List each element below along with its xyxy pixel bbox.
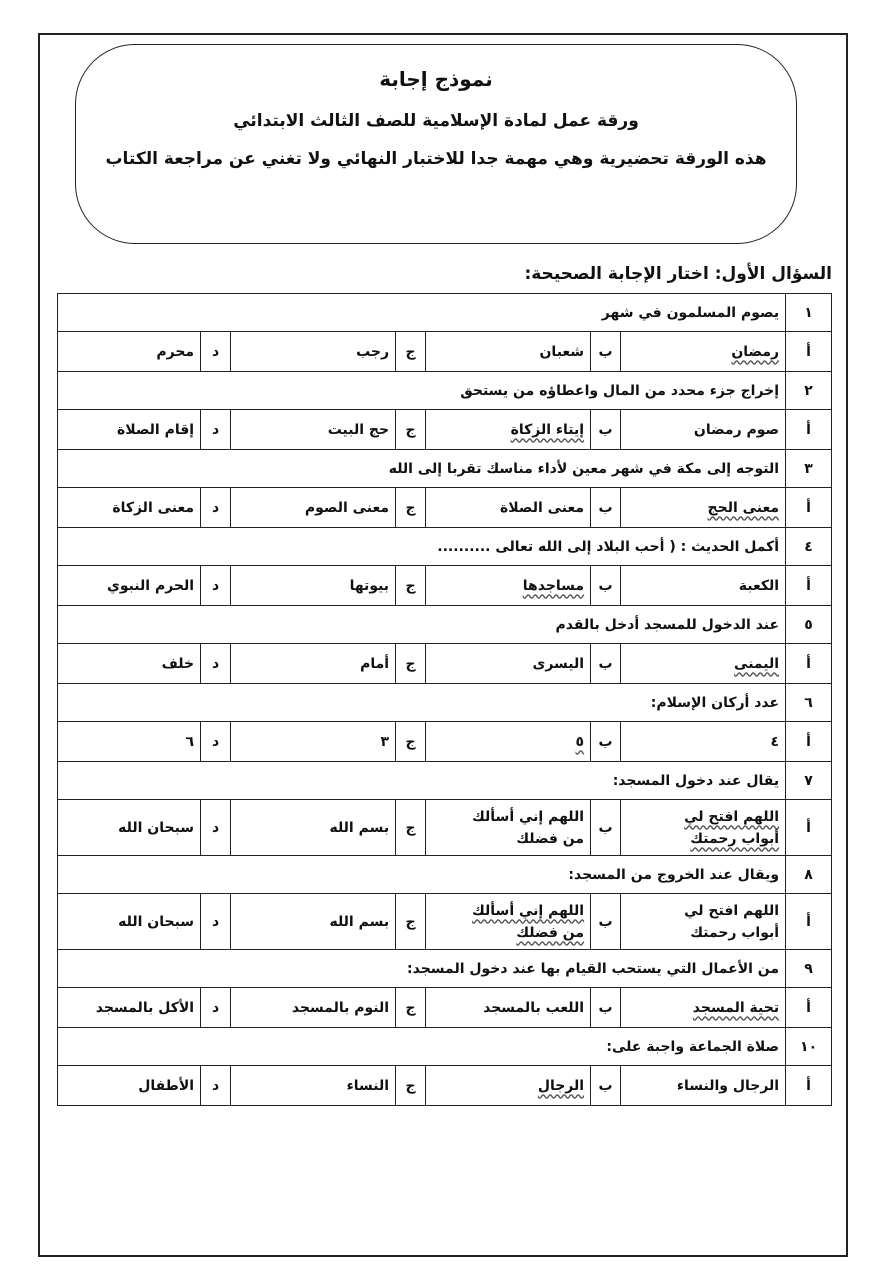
option-letter: ب (591, 988, 621, 1028)
option-text: النساء (346, 1077, 390, 1094)
section-title: السؤال الأول: اختار الإجابة الصحيحة: (524, 264, 832, 284)
option-a (621, 988, 786, 1028)
question-number: ٦ (786, 684, 832, 722)
option-b (426, 1066, 591, 1106)
option-letter: ج (396, 644, 426, 684)
option-a (621, 722, 786, 762)
option-letter: ج (396, 488, 426, 528)
option-letter: أ (786, 644, 832, 684)
option-c (231, 566, 396, 606)
worksheet-subtitle: ورقة عمل لمادة الإسلامية للصف الثالث الابتدائي (233, 111, 639, 131)
option-letter: د (201, 800, 231, 856)
option-text: معنى الصوم (304, 499, 390, 516)
question-text: عند الدخول للمسجد أدخل بالقدم (58, 606, 786, 644)
option-d (58, 988, 201, 1028)
option-a (621, 1066, 786, 1106)
option-b (426, 644, 591, 684)
option-text: معنى الحج (707, 499, 780, 516)
option-letter: أ (786, 894, 832, 950)
option-d (58, 800, 201, 856)
question-text: ويقال عند الخروج من المسجد: (58, 856, 786, 894)
question-text: إخراج جزء محدد من المال واعطاؤه من يستحق (58, 372, 786, 410)
option-text: إقام الصلاة (116, 421, 195, 438)
question-number: ٥ (786, 606, 832, 644)
option-letter: أ (786, 566, 832, 606)
question-text: يصوم المسلمون في شهر (58, 294, 786, 332)
option-letter: د (201, 566, 231, 606)
option-a (621, 644, 786, 684)
option-text: الرجال والنساء (676, 1077, 780, 1094)
option-letter: ب (591, 894, 621, 950)
option-text: ٣ (380, 733, 390, 750)
options-row (58, 894, 832, 950)
option-text: صوم رمضان (693, 421, 780, 438)
options-row (58, 722, 832, 762)
option-letter: أ (786, 988, 832, 1028)
option-letter: د (201, 488, 231, 528)
option-a (621, 410, 786, 450)
option-text: محرم (156, 343, 195, 360)
option-c (231, 800, 396, 856)
options-row (58, 410, 832, 450)
option-text: بيوتها (349, 577, 390, 594)
option-d (58, 332, 201, 372)
question-row (58, 450, 832, 488)
option-letter: ب (591, 800, 621, 856)
option-a (621, 800, 786, 856)
question-row (58, 1028, 832, 1066)
option-b (426, 566, 591, 606)
page-title: نموذج إجابة (379, 67, 493, 91)
options-row (58, 566, 832, 606)
question-number: ٨ (786, 856, 832, 894)
question-number: ٧ (786, 762, 832, 800)
option-b (426, 332, 591, 372)
option-b (426, 410, 591, 450)
option-text: الكعبة (738, 577, 780, 594)
option-c (231, 332, 396, 372)
option-letter: ب (591, 488, 621, 528)
question-text: عدد أركان الإسلام: (58, 684, 786, 722)
question-number: ٤ (786, 528, 832, 566)
option-letter: د (201, 988, 231, 1028)
option-c (231, 1066, 396, 1106)
option-letter: أ (786, 722, 832, 762)
question-text: صلاة الجماعة واجبة على: (58, 1028, 786, 1066)
question-number: ١٠ (786, 1028, 832, 1066)
options-row (58, 488, 832, 528)
options-row (58, 644, 832, 684)
option-text: ٥ (575, 733, 585, 750)
question-number: ٩ (786, 950, 832, 988)
option-text: بسم الله (329, 913, 390, 930)
option-letter: د (201, 410, 231, 450)
question-row (58, 372, 832, 410)
option-text: بسم الله (329, 819, 390, 836)
option-text: معنى الصلاة (500, 499, 585, 516)
option-d (58, 722, 201, 762)
option-text: حج البيت (327, 421, 390, 438)
option-letter: د (201, 1066, 231, 1106)
option-b (426, 800, 591, 856)
option-b (426, 488, 591, 528)
option-text: اللهم إني أسألك من فضلك (472, 902, 585, 941)
questions-table (57, 293, 832, 1106)
option-text: خلف (161, 655, 195, 672)
option-d (58, 894, 201, 950)
option-d (58, 1066, 201, 1106)
question-text: يقال عند دخول المسجد: (58, 762, 786, 800)
question-text: التوجه إلى مكة في شهر معين لأداء مناسك تقربا إلى الله (58, 450, 786, 488)
question-row (58, 684, 832, 722)
options-row (58, 1066, 832, 1106)
option-text: ٤ (770, 733, 780, 750)
option-text: النوم بالمسجد (291, 999, 390, 1016)
question-number: ١ (786, 294, 832, 332)
option-letter: أ (786, 800, 832, 856)
option-letter: ج (396, 722, 426, 762)
option-text: اللهم افتح لي أبواب رحمتك (684, 808, 780, 847)
option-text: رجب (356, 343, 390, 360)
options-row (58, 800, 832, 856)
option-text: اللهم إني أسألك من فضلك (472, 808, 585, 847)
option-letter: ج (396, 800, 426, 856)
option-d (58, 488, 201, 528)
option-letter: ج (396, 1066, 426, 1106)
option-letter: ب (591, 410, 621, 450)
options-row (58, 332, 832, 372)
option-text: مساجدها (522, 577, 585, 594)
option-text: الأكل بالمسجد (95, 999, 195, 1016)
option-c (231, 410, 396, 450)
option-b (426, 894, 591, 950)
option-a (621, 894, 786, 950)
option-letter: ج (396, 410, 426, 450)
option-text: الأطفال (138, 1077, 195, 1094)
option-text: رمضان (731, 343, 780, 360)
option-a (621, 332, 786, 372)
option-text: اليمنى (734, 655, 780, 672)
option-text: معنى الزكاة (112, 499, 195, 516)
option-letter: ج (396, 988, 426, 1028)
question-text: من الأعمال التي يستحب القيام بها عند دخول المسجد: (58, 950, 786, 988)
question-row (58, 950, 832, 988)
option-d (58, 410, 201, 450)
option-letter: ج (396, 566, 426, 606)
option-text: تحية المسجد (692, 999, 780, 1016)
option-letter: أ (786, 332, 832, 372)
option-letter: ب (591, 722, 621, 762)
option-c (231, 894, 396, 950)
option-letter: أ (786, 1066, 832, 1106)
question-row (58, 294, 832, 332)
question-text: أكمل الحديث : ( أحب البلاد إلى الله تعالى .......... (58, 528, 786, 566)
option-text: الرجال (537, 1077, 585, 1094)
header-box (75, 44, 797, 244)
option-letter: ب (591, 644, 621, 684)
question-row (58, 762, 832, 800)
option-text: أمام (360, 655, 390, 672)
worksheet-note: هذه الورقة تحضيرية وهي مهمة جدا للاختبار النهائي ولا تغني عن مراجعة الكتاب (105, 149, 767, 169)
option-text: إيتاء الزكاة (510, 421, 585, 438)
option-a (621, 488, 786, 528)
option-b (426, 722, 591, 762)
option-letter: د (201, 644, 231, 684)
option-letter: ب (591, 332, 621, 372)
question-row (58, 606, 832, 644)
option-letter: ب (591, 566, 621, 606)
option-d (58, 566, 201, 606)
option-c (231, 988, 396, 1028)
question-number: ٢ (786, 372, 832, 410)
option-text: ٦ (185, 733, 195, 750)
option-letter: ج (396, 894, 426, 950)
option-text: اليسرى (532, 655, 585, 672)
option-b (426, 988, 591, 1028)
option-letter: ب (591, 1066, 621, 1106)
option-c (231, 644, 396, 684)
option-letter: أ (786, 488, 832, 528)
option-a (621, 566, 786, 606)
option-d (58, 644, 201, 684)
option-c (231, 722, 396, 762)
option-letter: د (201, 722, 231, 762)
option-text: سبحان الله (118, 819, 195, 836)
option-text: شعبان (539, 343, 585, 360)
option-letter: د (201, 894, 231, 950)
option-text: اللهم افتح لي أبواب رحمتك (684, 902, 780, 941)
options-row (58, 988, 832, 1028)
question-number: ٣ (786, 450, 832, 488)
option-c (231, 488, 396, 528)
option-text: اللعب بالمسجد (483, 999, 585, 1016)
option-text: سبحان الله (118, 913, 195, 930)
option-letter: د (201, 332, 231, 372)
option-text: الحرم النبوي (106, 577, 195, 594)
option-letter: ج (396, 332, 426, 372)
option-letter: أ (786, 410, 832, 450)
question-row (58, 528, 832, 566)
question-row (58, 856, 832, 894)
